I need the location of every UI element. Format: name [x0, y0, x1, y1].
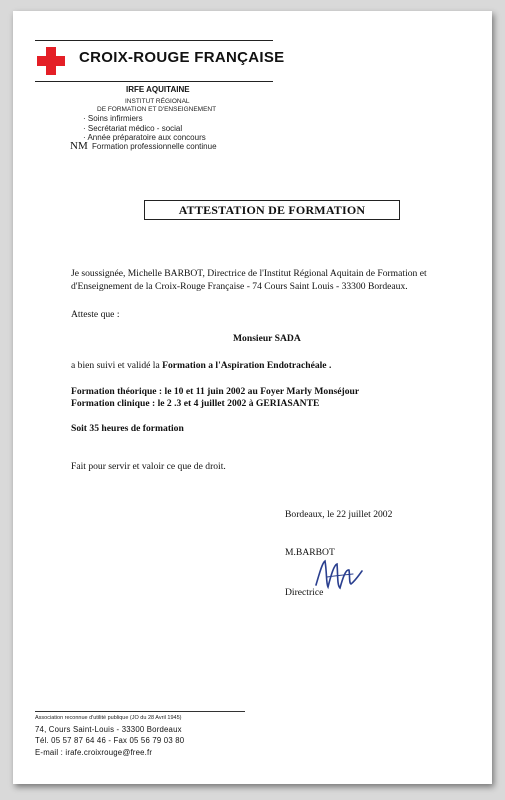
course-line [71, 360, 331, 371]
document-title: ATTESTATION DE FORMATION [144, 200, 400, 220]
footer-email: E-mail : irafe.croixrouge@free.fr [35, 748, 153, 757]
service-item: Formation professionnelle continue [92, 142, 217, 151]
course-prefix: a bien suivi et validé la [71, 360, 163, 371]
clinical-line: Formation clinique : le 2 .3 et 4 juillet 2002 à GERIASANTE [71, 398, 320, 409]
hours-line: Soit 35 heures de formation [71, 423, 184, 434]
footer-phone: Tél. 05 57 87 64 46 - Fax 05 56 79 03 80 [35, 736, 185, 745]
footer-recognition: Association reconnue d'utilité publique (JO du 28 Avril 1945) [35, 715, 182, 721]
header-top-rule [35, 40, 273, 41]
theory-line: Formation théorique : le 10 et 11 juin 2002 au Foyer Marly Monséjour [71, 386, 360, 397]
footer-rule [35, 711, 245, 712]
service-item: · Année préparatoire aux concours [83, 133, 206, 142]
place-date: Bordeaux, le 22 juillet 2002 [285, 509, 393, 520]
institute-line-1: INSTITUT RÉGIONAL [125, 98, 190, 105]
service-item: · Soins infirmiers [83, 114, 143, 123]
header-bottom-rule [35, 81, 273, 82]
course-name: Formation a l'Aspiration Endotrachéale . [162, 360, 332, 371]
branch-name: IRFE AQUITAINE [126, 85, 190, 94]
organization-name: CROIX-ROUGE FRANÇAISE [79, 49, 285, 66]
institute-line-2: DE FORMATION ET D'ENSEIGNEMENT [97, 106, 217, 113]
intro-line-1: Je soussignée, Michelle BARBOT, Directrice de l'Institut Régional Aquitain de Formation et [71, 268, 427, 279]
signatory-role: Directrice [285, 587, 324, 598]
recipient-name: Monsieur SADA [233, 333, 301, 344]
service-item: · Secrétariat médico - social [83, 124, 183, 133]
footer-address: 74, Cours Saint-Louis - 33300 Bordeaux [35, 725, 182, 734]
attest-line: Atteste que : [71, 309, 120, 320]
signatory-name: M.BARBOT [285, 547, 335, 558]
closing-line: Fait pour servir et valoir ce que de droit. [71, 461, 226, 472]
document-page [13, 11, 492, 784]
intro-line-2: d'Enseignement de la Croix-Rouge Française - 74 Cours Saint Louis - 33300 Bordeaux. [71, 281, 408, 292]
red-cross-logo-icon [37, 47, 65, 75]
handwritten-annotation: NM [70, 140, 88, 152]
